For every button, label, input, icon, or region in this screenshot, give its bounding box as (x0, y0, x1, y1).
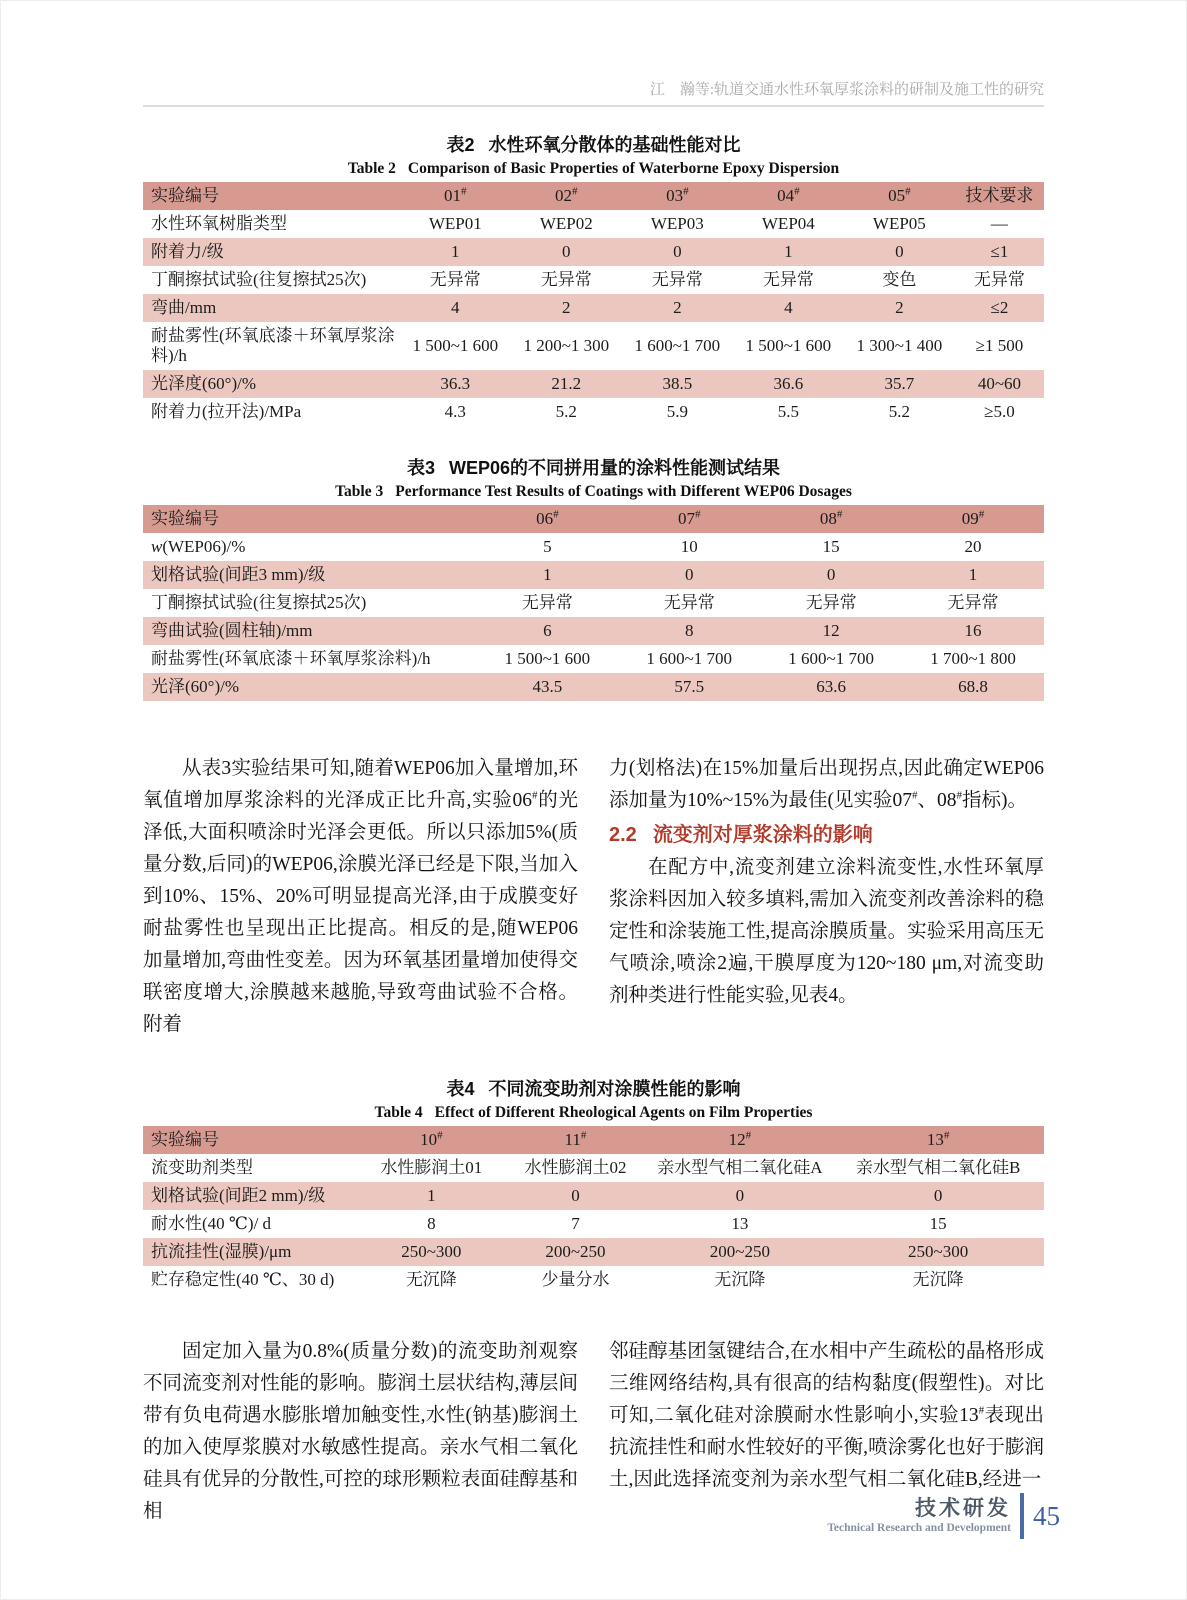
row-label: 弯曲试验(圆柱轴)/mm (151, 621, 313, 640)
table3-title-zh (143, 456, 1044, 480)
left-column-2 (143, 1336, 578, 1528)
table-header-row (143, 182, 1044, 210)
paragraph-rheology-intro: 在配方中,流变剂建立涂料流变性,水性环氧厚浆涂料因加入较多填料,需加入流变剂改善涂料的稳定性和涂装施工性,提高涂膜质量。实验采用高压无气喷涂,喷涂2遍,干膜厚度为120~180 μm,对流变助剂种类进行性能实验,见表4。 (609, 857, 1044, 1006)
footer-section-zh: 技术研发 (915, 1496, 1011, 1520)
table3 (143, 505, 1044, 701)
table-cell: 0 (933, 1186, 943, 1205)
column-header: 实验编号 (151, 509, 219, 528)
row-label: 光泽度(60°)/% (151, 374, 257, 393)
body-columns-1 (143, 753, 1044, 1041)
column-header: 11# (564, 1129, 587, 1149)
column-header: 技术要求 (965, 186, 1034, 205)
table-cell: 21.2 (551, 374, 582, 393)
table4-title-en (143, 1102, 1044, 1123)
left-column-1 (143, 753, 578, 1041)
table2-name-en: Comparison of Basic Properties of Waterborne Epoxy Dispersion (407, 160, 840, 177)
column-header: 01# (444, 185, 467, 205)
table-cell: 4.3 (444, 402, 466, 421)
table4-name-en: Effect of Different Rheological Agents on Film Properties (434, 1104, 813, 1121)
table-cell: 无异常 (429, 270, 481, 289)
table-cell: 少量分水 (541, 1270, 610, 1289)
table-cell: 2 (895, 298, 904, 317)
table2-block (143, 133, 1044, 426)
table-cell: 2 (562, 298, 571, 317)
column-header: 06# (536, 508, 559, 528)
table-row (143, 210, 1044, 238)
table-cell: 1 (427, 1186, 436, 1205)
row-label: w(WEP06)/% (151, 537, 246, 556)
paragraph-rheology-discussion: 固定加入量为0.8%(质量分数)的流变助剂观察不同流变剂对性能的影响。膨润土层状结构,薄层间带有负电荷遇水膨胀增加触变性,水性(钠基)膨润土的加入使厚浆膜对水敏感性提高。亲水气相二氧化硅具有优异的分散性,可控的球形颗粒表面硅醇基和相 (143, 1341, 578, 1522)
table4-title-zh (143, 1077, 1044, 1101)
table-row (143, 398, 1044, 426)
section-heading-2-2 (609, 820, 1044, 850)
table-cell: 250~300 (908, 1242, 969, 1261)
table2-label-zh: 表2 (446, 135, 475, 155)
table-cell: 1 (968, 565, 978, 584)
table-cell: 5.9 (666, 402, 688, 421)
table-row (143, 561, 1044, 589)
column-header: 02# (555, 185, 578, 205)
table-cell: WEP02 (539, 214, 593, 233)
table3-block (143, 456, 1044, 701)
table-cell: 亲水型气相二氧化硅B (855, 1158, 1021, 1177)
table-cell: 36.3 (440, 374, 471, 393)
table-cell: 35.7 (884, 374, 915, 393)
row-label: 贮存稳定性(40 ℃、30 d) (151, 1270, 335, 1289)
column-header: 13# (926, 1129, 950, 1149)
table-row (143, 238, 1044, 266)
table-cell: 4 (451, 298, 460, 317)
row-label: 流变助剂类型 (151, 1158, 253, 1177)
paragraph-discussion-wep06-cont: 力(划格法)在15%加量后出现拐点,因此确定WEP06添加量为10%~15%为最佳(见实验07#、08#指标)。 (609, 758, 1044, 811)
table-cell: ≥5.0 (984, 402, 1015, 421)
row-label: 划格试验(间距2 mm)/级 (151, 1186, 326, 1205)
table-cell: 15 (929, 1214, 947, 1233)
paragraph-discussion-wep06: 从表3实验结果可知,随着WEP06加入量增加,环氧值增加厚浆涂料的光泽成正比升高,实验06#的光泽低,大面积喷涂时光泽会更低。所以只添加5%(质量分数,后同)的WEP06,涂膜光泽已经是下限,当加入到10%、15%、20%可明显提高光泽,由于成膜变好耐盐雾性也呈现出正比提高。相反的是,随WEP06加量增加,弯曲性变差。因为环氧基团量增加使得交联密度增大,涂膜越来越脆,导致弯曲试验不合格。附着 (143, 758, 578, 1035)
table-cell: 0 (562, 242, 571, 261)
table-cell: 6 (543, 621, 552, 640)
table-cell: 变色 (882, 270, 917, 289)
table3-label-en: Table 3 (335, 483, 384, 500)
table3-title-en (143, 481, 1044, 502)
table-row (143, 1154, 1044, 1182)
table-cell: 0 (735, 1186, 745, 1205)
table-header-row (143, 505, 1044, 533)
table-cell: ≥1 500 (975, 336, 1024, 355)
table-cell: 0 (571, 1186, 580, 1205)
table-cell: 1 600~1 700 (646, 649, 733, 668)
table-cell: 43.5 (532, 677, 563, 696)
table-row (143, 589, 1044, 617)
table-row (143, 1238, 1044, 1266)
table-cell: 无异常 (663, 593, 715, 612)
table-cell: WEP01 (428, 214, 482, 233)
table-row (143, 266, 1044, 294)
table-cell: 无沉降 (405, 1270, 457, 1289)
table-cell: 2 (673, 298, 682, 317)
table-cell: 无异常 (947, 593, 999, 612)
section-number: 2.2 (609, 824, 637, 846)
column-header: 实验编号 (151, 186, 219, 205)
table-cell: 5.2 (888, 402, 910, 421)
table-cell: 200~250 (545, 1242, 606, 1261)
table-cell: 无沉降 (912, 1270, 964, 1289)
table-cell: WEP05 (872, 214, 926, 233)
table-cell: 无异常 (805, 593, 857, 612)
section-title: 流变剂对厚浆涂料的影响 (652, 824, 873, 846)
row-label: 耐水性(40 ℃)/ d (151, 1214, 272, 1233)
paragraph-rheology-discussion-cont: 邻硅醇基团氢键结合,在水相中产生疏松的晶格形成三维网络结构,具有很高的结构黏度(假塑性)。对比可知,二氧化硅对涂膜耐水性影响小,实验13#表现出抗流挂性和耐水性较好的平衡,喷涂雾化也好于膨润土,因此选择流变剂为亲水型气相二氧化硅B,经进一 (609, 1341, 1044, 1490)
table-cell: ≤2 (990, 298, 1009, 317)
table-cell: 38.5 (662, 374, 693, 393)
table-cell: 1 (451, 242, 460, 261)
row-label: 光泽(60°)/% (151, 677, 240, 696)
row-label: 抗流挂性(湿膜)/μm (151, 1242, 292, 1261)
table-cell: ≤1 (990, 242, 1009, 261)
table-cell: 无异常 (540, 270, 592, 289)
table-cell: 16 (964, 621, 982, 640)
table-row (143, 533, 1044, 561)
table-cell: 13 (731, 1214, 749, 1233)
table-cell: 4 (784, 298, 793, 317)
row-label: 水性环氧树脂类型 (151, 214, 287, 233)
table-cell: 1 500~1 600 (745, 336, 832, 355)
table-cell: WEP04 (761, 214, 815, 233)
table-cell: WEP03 (650, 214, 704, 233)
table-cell: 0 (673, 242, 682, 261)
table4-name-zh: 不同流变助剂对涂膜性能的影响 (488, 1079, 741, 1099)
table-cell: 57.5 (674, 677, 705, 696)
row-label: 弯曲/mm (151, 298, 217, 317)
table2-label-en: Table 2 (347, 160, 396, 177)
column-header: 12# (728, 1129, 752, 1149)
table3-name-en: Performance Test Results of Coatings with Different WEP06 Dosages (395, 483, 852, 500)
footer-section (827, 1497, 1020, 1536)
row-label: 附着力/级 (151, 242, 224, 261)
table-cell: 36.6 (773, 374, 804, 393)
table-cell: 1 200~1 300 (523, 336, 610, 355)
right-column-1 (609, 753, 1044, 1041)
table-cell: 8 (684, 621, 694, 640)
page-footer (827, 1493, 1060, 1539)
header-divider (143, 105, 1044, 107)
table4-block (143, 1077, 1044, 1294)
table-cell: 1 600~1 700 (634, 336, 721, 355)
table-cell: 12 (822, 621, 840, 640)
table-row (143, 1210, 1044, 1238)
table-row (143, 673, 1044, 701)
table-cell: 1 700~1 800 (930, 649, 1016, 668)
table-cell: 1 500~1 600 (412, 336, 499, 355)
table2-title-zh (143, 133, 1044, 157)
table3-name-zh: WEP06的不同拼用量的涂料性能测试结果 (448, 458, 781, 478)
table-cell: 5.2 (555, 402, 577, 421)
table-cell: 0 (684, 565, 694, 584)
table-row (143, 294, 1044, 322)
row-label: 丁酮擦拭试验(往复擦拭25次) (151, 270, 367, 289)
table4-label-en: Table 4 (374, 1104, 423, 1121)
table-cell: 1 500~1 600 (504, 649, 591, 668)
column-header: 05# (888, 185, 911, 205)
column-header: 08# (819, 508, 843, 528)
table4-label-zh: 表4 (446, 1079, 475, 1099)
running-head: 江 瀚等:轨道交通水性环氧厚浆涂料的研制及施工性的研究 (649, 82, 1044, 98)
table-row (143, 617, 1044, 645)
table-cell: 20 (964, 537, 982, 556)
table-cell: 无异常 (762, 270, 814, 289)
table-cell: 无异常 (651, 270, 703, 289)
table-cell: 68.8 (958, 677, 988, 696)
table-cell: 水性膨润土01 (380, 1158, 483, 1177)
table-cell: 10 (680, 537, 698, 556)
table-cell: 1 300~1 400 (856, 336, 943, 355)
table-row (143, 1182, 1044, 1210)
table-row (143, 1266, 1044, 1294)
table-row (143, 370, 1044, 398)
table4 (143, 1126, 1044, 1294)
row-label: 耐盐雾性(环氧底漆＋环氧厚浆涂料)/h (151, 649, 431, 668)
table-cell: 1 (543, 565, 552, 584)
table-cell: 40~60 (977, 374, 1022, 393)
table-cell: 1 600~1 700 (788, 649, 874, 668)
footer-section-en: Technical Research and Development (827, 1521, 1011, 1534)
table3-label-zh: 表3 (406, 458, 435, 478)
table-cell: 8 (427, 1214, 436, 1233)
row-label: 附着力(拉开法)/MPa (151, 402, 302, 421)
table-cell: 250~300 (401, 1242, 462, 1261)
table2-name-zh: 水性环氧分散体的基础性能对比 (488, 135, 741, 155)
table2 (143, 182, 1044, 426)
table-header-row (143, 1126, 1044, 1154)
table-cell: 5 (543, 537, 552, 556)
table-cell: 15 (822, 537, 840, 556)
column-header: 03# (666, 185, 689, 205)
table-cell: 无沉降 (714, 1270, 766, 1289)
column-header: 09# (961, 508, 985, 528)
table-cell: 0 (826, 565, 836, 584)
row-label: 耐盐雾性(环氧底漆＋环氧厚浆涂料)/h (151, 326, 395, 365)
column-header: 10# (420, 1129, 443, 1149)
page-number: 45 (1033, 1500, 1060, 1531)
table-cell: 63.6 (816, 677, 846, 696)
row-label: 划格试验(间距3 mm)/级 (151, 565, 326, 584)
table-cell: 1 (784, 242, 793, 261)
table-cell: 7 (571, 1214, 580, 1233)
table-row (143, 645, 1044, 673)
row-label: 丁酮擦拭试验(往复擦拭25次) (151, 593, 367, 612)
table-row (143, 322, 1044, 370)
table-cell: — (990, 214, 1008, 233)
table-cell: 0 (895, 242, 904, 261)
table-cell: 无异常 (973, 270, 1025, 289)
table-cell: 亲水型气相二氧化硅A (657, 1158, 823, 1177)
table-cell: 5.5 (777, 402, 799, 421)
table-cell: 无异常 (521, 593, 573, 612)
column-header: 实验编号 (151, 1130, 219, 1149)
table-cell: 水性膨润土02 (524, 1158, 627, 1177)
table-cell: 200~250 (709, 1242, 770, 1261)
table2-title-en (143, 158, 1044, 179)
column-header: 07# (677, 508, 701, 528)
column-header: 04# (777, 185, 800, 205)
